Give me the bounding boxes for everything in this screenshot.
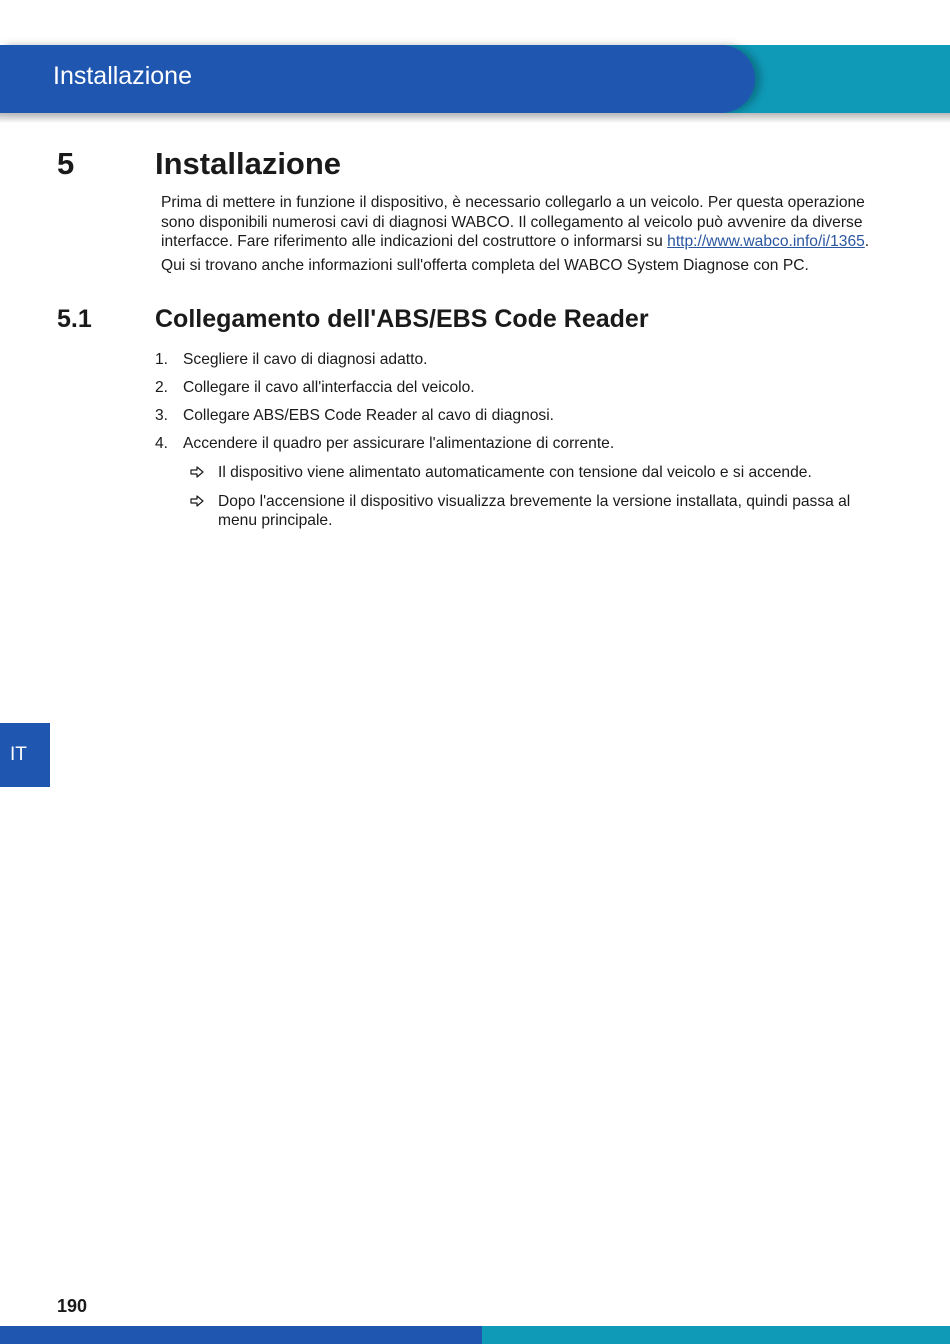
wabco-link[interactable]: http://www.wabco.info/i/1365 bbox=[667, 233, 865, 250]
result-item bbox=[190, 463, 890, 483]
section-number: 5 bbox=[57, 146, 75, 181]
result-arrow-icon bbox=[190, 466, 204, 478]
language-tab-label: IT bbox=[10, 744, 27, 765]
subsection-title: Collegamento dell'ABS/EBS Code Reader bbox=[155, 305, 649, 333]
result-text: Dopo l'accensione il dispositivo visualizza brevemente la versione installata, quindi passa al menu principale. bbox=[218, 492, 851, 529]
step-item bbox=[155, 434, 895, 462]
header-title: Installazione bbox=[53, 62, 192, 90]
step-item bbox=[155, 350, 895, 378]
result-item bbox=[190, 492, 890, 531]
step-text: Scegliere il cavo di diagnosi adatto. bbox=[183, 351, 428, 368]
step-text: Accendere il quadro per assicurare l'alimentazione di corrente. bbox=[183, 435, 615, 452]
step-text: Collegare il cavo all'interfaccia del veicolo. bbox=[183, 379, 475, 396]
step-number: 1. bbox=[155, 351, 169, 368]
step-number: 2. bbox=[155, 379, 169, 396]
section-intro bbox=[161, 193, 901, 275]
intro-paragraph bbox=[161, 193, 901, 252]
result-arrow-icon bbox=[190, 495, 204, 507]
step-item bbox=[155, 378, 895, 406]
language-tab bbox=[0, 723, 50, 787]
section-title: Installazione bbox=[155, 146, 342, 181]
footer-band-blue bbox=[0, 1326, 482, 1344]
subsection-number: 5.1 bbox=[57, 305, 92, 333]
steps-list bbox=[155, 350, 895, 462]
step-number: 4. bbox=[155, 435, 169, 452]
step-text: Collegare ABS/EBS Code Reader al cavo di diagnosi. bbox=[183, 407, 555, 424]
intro-second-paragraph: Qui si trovano anche informazioni sull'offerta completa del WABCO System Diagnose con PC. bbox=[161, 256, 809, 274]
intro-period: . bbox=[864, 233, 870, 250]
header-shadow bbox=[0, 113, 950, 123]
result-text: Il dispositivo viene alimentato automaticamente con tensione dal veicolo e si accende. bbox=[218, 464, 812, 481]
step-item bbox=[155, 406, 895, 434]
page-number: 190 bbox=[57, 1296, 88, 1316]
step-number: 3. bbox=[155, 407, 169, 424]
footer-band-teal bbox=[482, 1326, 950, 1344]
intro-text: Prima di mettere in funzione il dispositivo, è necessario collegarlo a un veicolo. Per questa operazione sono disponibili numerosi cavi di diagnosi WABCO. Il collegamento al veicolo può avvenire da diverse interfacce. Fare riferimento alle indicazioni del costruttore o informarsi su bbox=[161, 194, 865, 250]
results-list bbox=[190, 463, 890, 540]
